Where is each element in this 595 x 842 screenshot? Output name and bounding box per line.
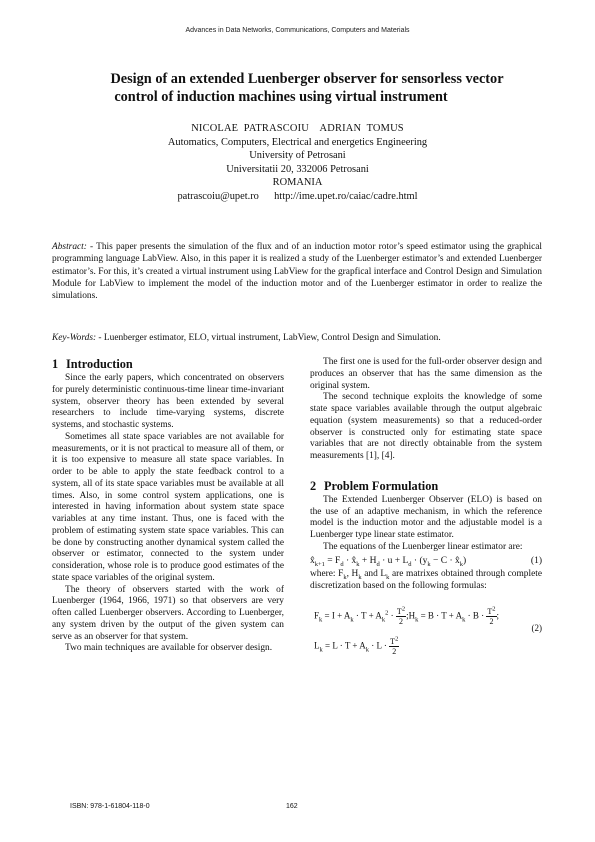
equation-number: (1): [530, 555, 542, 566]
running-header: Advances in Data Networks, Communications, Computers and Materials: [185, 27, 410, 34]
author-contact: [0, 190, 595, 204]
left-column: [52, 357, 284, 655]
author-university: University of Petrosani: [249, 150, 346, 162]
paragraph: The second technique exploits the knowledge of some state space variables available through the output algebraic equation (system measurements) so that a reduced-order observer is constructed only for estimating state space variables that are not directly obtainable from the system measurements [1], [4].: [310, 392, 542, 461]
section-heading-problem-formulation: [310, 479, 542, 494]
keywords-text: Luenberger estimator, ELO, virtual instrument, LabView, Control Design and Simulation.: [103, 333, 441, 343]
author-url[interactable]: http://ime.upet.ro/caiac/cadre.html: [274, 190, 418, 202]
author-address: Universitatii 20, 332006 Petrosani: [226, 163, 369, 175]
paragraph: The equations of the Luenberger linear estimator are:: [323, 541, 523, 552]
keywords: [52, 332, 542, 344]
equation-1: [310, 556, 542, 568]
section-heading-introduction: [52, 357, 284, 372]
section-title: Problem Formulation: [324, 478, 439, 493]
equation-2-line-1: $F_k = I + A_k \cdot T + A_k^2$ · $\frac{T^2}{2}$ $;H_k = B \cdot T + A_k \cdot B$ · $\frac{T^2}{2}$ ;: [314, 605, 500, 626]
section-title: Introduction: [66, 357, 133, 371]
equation-1-formula: $x̂_{k+1} = F_d$ · $x̂_k + H_d \cdot u + L_d \cdot (y_k - C$ · $x̂_k$): [310, 555, 467, 568]
author-names: NICOLAE PATRASCOIU ADRIAN TOMUS: [191, 123, 404, 134]
abstract: [52, 241, 542, 302]
paragraph: Since the early papers, which concentrated on observers for purely deterministic continuous-time linear time-invariant system, observer theory has been extended by several researchers to include time-varying systems, discrete systems, and stochastic systems.: [52, 373, 284, 430]
title-line-2: control of induction machines using virtual instrument: [114, 89, 448, 105]
author-affiliation: Automatics, Computers, Electrical and energetics Engineering: [167, 136, 428, 148]
title-line-1: Design of an extended Luenberger observer for sensorless vector: [110, 71, 504, 87]
abstract-text: This paper presents the simulation of the flux and of an induction motor rotor’s speed estimator using the graphical programming language LabView. Also, in this paper it is realized a study of the Luenberger estimator’s and extended Luenberger estimator’s. For this, it’s created a virtual instrument using LabView for the grapfical interface and Control Design and Simulation Module for LabView to implement the model of the induction motor and of the Luenberger estimator in order to realize the simulations.: [52, 242, 542, 302]
keywords-label: Key-Words: -: [52, 333, 102, 343]
author-block: [0, 122, 595, 204]
equation-number: (2): [531, 622, 542, 633]
equation-2: [310, 605, 542, 663]
footer-isbn: ISBN: 978-1-61804-118-0: [70, 803, 150, 810]
paragraph: Sometimes all state space variables are not available for measurements, or it is not practical to measure all of them, or it is too expensive to measure all state space variables. In order to be able to apply the state feedback control to a system, all of its state space variables must be available at all times. Also, in some control system applications, one is interested in having information about system state space variables at any time instant. Thus, one is faced with the problem of estimating system state space variables. This can be done by constructing another dynamical system called the observer or estimator, connected to the system under consideration, whose role is to produce good estimates of the state space variables of the original system.: [52, 431, 284, 583]
paragraph: The first one is used for the full-order observer design and produces an observer that has the same dimension as the original system.: [310, 357, 542, 391]
author-country: ROMANIA: [272, 177, 323, 189]
section-number: 2: [310, 478, 317, 493]
section-number: 1: [52, 357, 59, 371]
author-email[interactable]: patrascoiu@upet.ro: [177, 190, 259, 202]
equation-2-line-2: $L_k = L \cdot T + A_k \cdot L$ · $\frac{T^2}{2}$: [314, 635, 399, 656]
right-column: [310, 357, 542, 663]
page-number: 162: [286, 803, 298, 810]
paragraph: Two main techniques are available for observer design.: [65, 643, 273, 654]
paragraph: where: $F_k$, $H_k$ and $L_k$ are matrixes obtained through complete discretization based on the following formulas:: [310, 569, 542, 591]
paragraph: The Extended Luenberger Observer (ELO) is based on the use of an adaptive mechanism, in which the reference model is the induction motor and the adjustable model is a Luenberger type linear state estimator.: [310, 494, 542, 540]
paper-title: [60, 70, 540, 106]
abstract-label: Abstract: -: [52, 242, 94, 252]
paragraph: The theory of observers started with the work of Luenberger (1964, 1966, 1971) so that observers are very often called Luenberger observers. According to Luenberger, any system driven by the output of the given system can serve as an observer for that system.: [52, 584, 284, 642]
